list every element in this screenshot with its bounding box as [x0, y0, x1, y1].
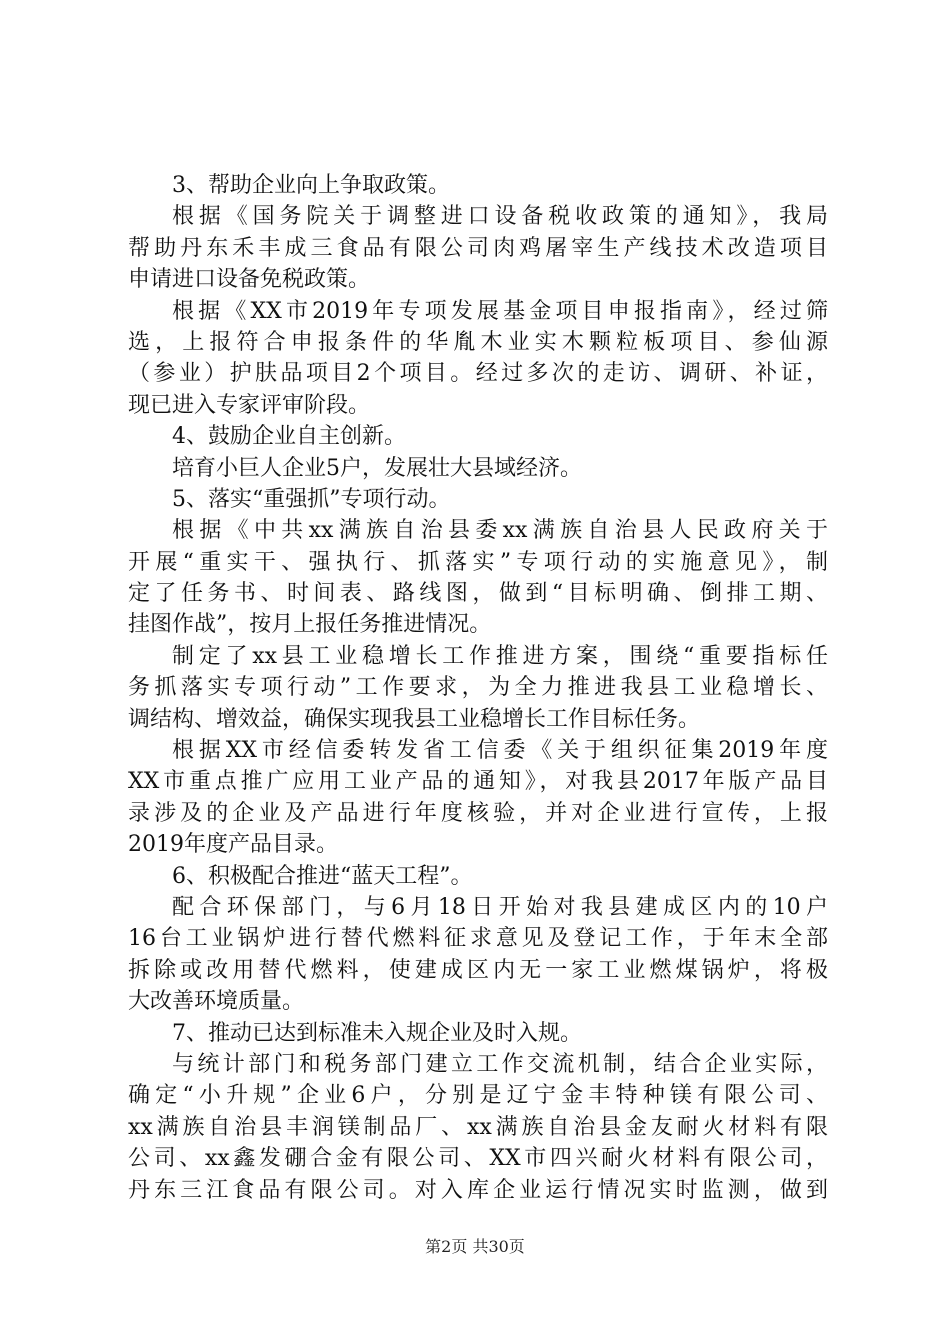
- text-line: （参业）护肤品项目2个项目。经过多次的走访、调研、补证，: [128, 361, 828, 387]
- text-line: 制定了xx县工业稳增长工作推进方案，围绕“重要指标任: [172, 643, 828, 669]
- text-line: 3、帮助企业向上争取政策。: [172, 173, 450, 198]
- text-line: 选，上报符合申报条件的华胤木业实木颗粒板项目、参仙源: [128, 329, 828, 355]
- text-line: 根据XX市经信委转发省工信委《关于组织征集2019年度: [172, 738, 828, 764]
- text-line: 大改善环境质量。: [128, 989, 305, 1015]
- text-line: 2019年度产品目录。: [128, 832, 338, 858]
- text-line: XX市重点推广应用工业产品的通知》，对我县2017年版产品目: [128, 769, 828, 795]
- text-line: 务抓落实专项行动”工作要求，为全力推进我县工业稳增长、: [128, 675, 828, 701]
- text-line: 与统计部门和税务部门建立工作交流机制，结合企业实际，: [172, 1051, 828, 1077]
- text-line: 确定“小升规”企业6户，分别是辽宁金丰特种镁有限公司、: [128, 1083, 828, 1109]
- text-line: 根据《国务院关于调整进口设备税收政策的通知》，我局: [172, 204, 828, 230]
- text-line: 6、积极配合推进“蓝天工程”。: [172, 863, 473, 889]
- text-line: 现已进入专家评审阶段。: [128, 392, 371, 418]
- text-line: 开展“重实干、强执行、抓落实”专项行动的实施意见》，制: [128, 549, 828, 575]
- text-line: 帮助丹东禾丰成三食品有限公司肉鸡屠宰生产线技术改造项目: [128, 235, 828, 261]
- text-line: 挂图作战”，按月上报任务推进情况。: [128, 612, 492, 638]
- document-body: [128, 170, 828, 1206]
- text-line: 根据《中共xx满族自治县委xx满族自治县人民政府关于: [172, 518, 828, 544]
- text-line: 4、鼓励企业自主创新。: [172, 424, 406, 450]
- text-line: 丹东三江食品有限公司。对入库企业运行情况实时监测，做到: [128, 1177, 828, 1203]
- text-line: 配合环保部门，与6月18日开始对我县建成区内的10户: [172, 894, 828, 920]
- text-line: 申请进口设备免税政策。: [128, 267, 371, 293]
- text-line: 录涉及的企业及产品进行年度核验，并对企业进行宣传，上报: [128, 800, 828, 826]
- text-line: 定了任务书、时间表、路线图，做到“目标明确、倒排工期、: [128, 581, 828, 607]
- text-line: 调结构、增效益，确保实现我县工业稳增长工作目标任务。: [128, 706, 701, 732]
- text-line: 5、落实“重强抓”专项行动。: [172, 486, 451, 512]
- text-line: 公司、xx鑫发硼合金有限公司、XX市四兴耐火材料有限公司，: [128, 1146, 828, 1172]
- text-line: 16台工业锅炉进行替代燃料征求意见及登记工作，于年末全部: [128, 926, 828, 952]
- text-line: 根据《XX市2019年专项发展基金项目申报指南》，经过筛: [172, 298, 828, 324]
- text-line: 7、推动已达到标准未入规企业及时入规。: [172, 1020, 582, 1046]
- text-line: 拆除或改用替代燃料，使建成区内无一家工业燃煤锅炉，将极: [128, 957, 828, 983]
- text-line: 培育小巨人企业5户，发展壮大县域经济。: [172, 455, 582, 481]
- text-line: xx满族自治县丰润镁制品厂、xx满族自治县金友耐火材料有限: [128, 1114, 828, 1140]
- page-footer: 第2页 共30页: [425, 1237, 525, 1256]
